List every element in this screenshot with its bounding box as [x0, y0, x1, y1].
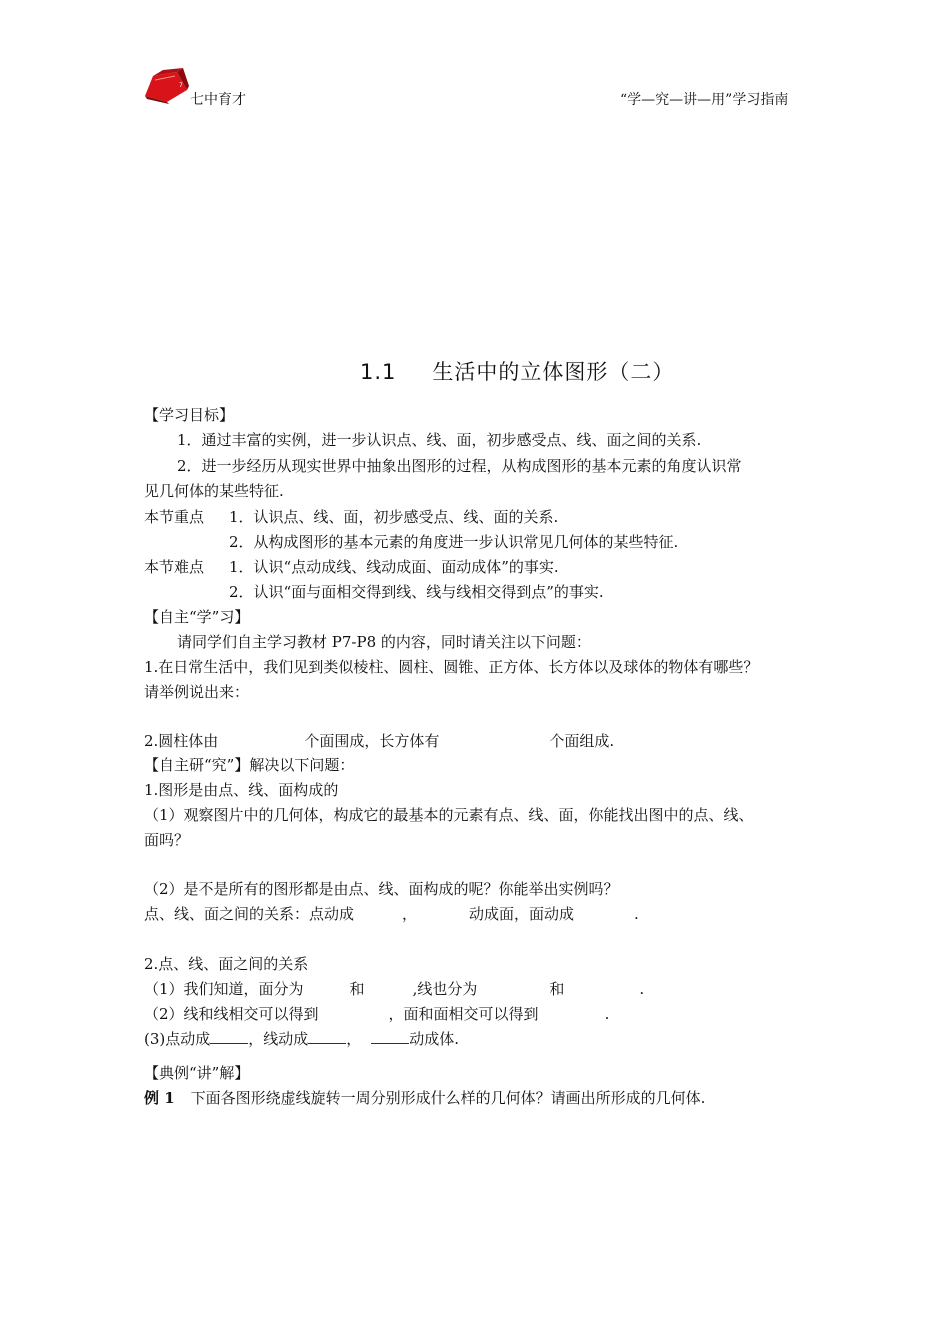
guide-name: “学—究—讲—用”学习指南 [620, 92, 789, 108]
key-point-item: 2．从构成图形的基本元素的角度进一步认识常见几何体的某些特征. [229, 533, 679, 551]
objective-item-continued: 见几何体的某些特征. [144, 482, 284, 500]
self-study-question-1: 1.在日常生活中，我们见到类似棱柱、圆柱、圆锥、正方体、长方体以及球体的物体有哪些？ [144, 658, 759, 676]
objectives-heading: 【学习目标】 [144, 406, 235, 424]
section-title: 生活中的立体图形（二） [432, 360, 675, 384]
blank-field[interactable] [308, 1029, 346, 1044]
self-study-question-1-continued: 请举例说出来： [144, 683, 250, 701]
self-research-heading: 【自主研“究”】解决以下问题： [144, 756, 355, 774]
example-label: 例 1 [144, 1089, 175, 1107]
research-question: （2）线和线相交可以得到 ，面和面相交可以得到 . [144, 1005, 610, 1023]
self-study-question-2: 2.圆柱体由 个面围成，长方体有 个面组成. [144, 732, 615, 750]
research-question: （1）观察图片中的几何体，构成它的最基本的元素有点、线、面，你能找出图中的点、线、 [144, 806, 754, 824]
objective-item: 1．通过丰富的实例，进一步认识点、线、面，初步感受点、线、面之间的关系. [177, 431, 702, 449]
section-number: 1.1 [360, 360, 397, 384]
research-question-continued: 面吗？ [144, 831, 190, 849]
research-section-1-title: 1.图形是由点、线、面构成的 [144, 781, 339, 799]
example-1 [144, 1088, 705, 1108]
difficult-point-item: 1．认识“点动成线、线动成面、面动成体”的事实. [229, 558, 559, 576]
research-question: （1）我们知道，面分为 和 ,线也分为 和 . [144, 980, 645, 998]
objective-item: 2．进一步经历从现实世界中抽象出图形的过程，从构成图形的基本元素的角度认识常 [177, 457, 742, 475]
difficult-points-label: 本节难点 [144, 558, 205, 576]
self-study-heading: 【自主“学”习】 [144, 608, 250, 626]
blank-field[interactable] [210, 1029, 248, 1044]
relation-fill-in: 点、线、面之间的关系：点动成 ， 动成面，面动成 . [144, 905, 639, 923]
school-logo-icon [143, 66, 191, 106]
page-title [360, 359, 674, 385]
research-question: （2）是不是所有的图形都是由点、线、面构成的呢？你能举出实例吗？ [144, 880, 619, 898]
research-question: (3)点动成 ，线动成 ， 动成体. [144, 1030, 460, 1048]
difficult-point-item: 2．认识“面与面相交得到线、线与线相交得到点”的事实. [229, 583, 604, 601]
example-text: 下面各图形绕虚线旋转一周分别形成什么样的几何体？请画出所形成的几何体. [190, 1089, 706, 1107]
blank-field[interactable] [371, 1029, 409, 1044]
self-study-intro: 请同学们自主学习教材 P7-P8 的内容，同时请关注以下问题： [177, 633, 591, 651]
svg-text:7: 7 [179, 82, 183, 89]
school-name: 七中育才 [190, 92, 246, 108]
examples-heading: 【典例“讲”解】 [144, 1064, 250, 1082]
research-section-2-title: 2.点、线、面之间的关系 [144, 955, 309, 973]
key-point-item: 1．认识点、线、面，初步感受点、线、面的关系. [229, 508, 559, 526]
key-points-label: 本节重点 [144, 508, 205, 526]
